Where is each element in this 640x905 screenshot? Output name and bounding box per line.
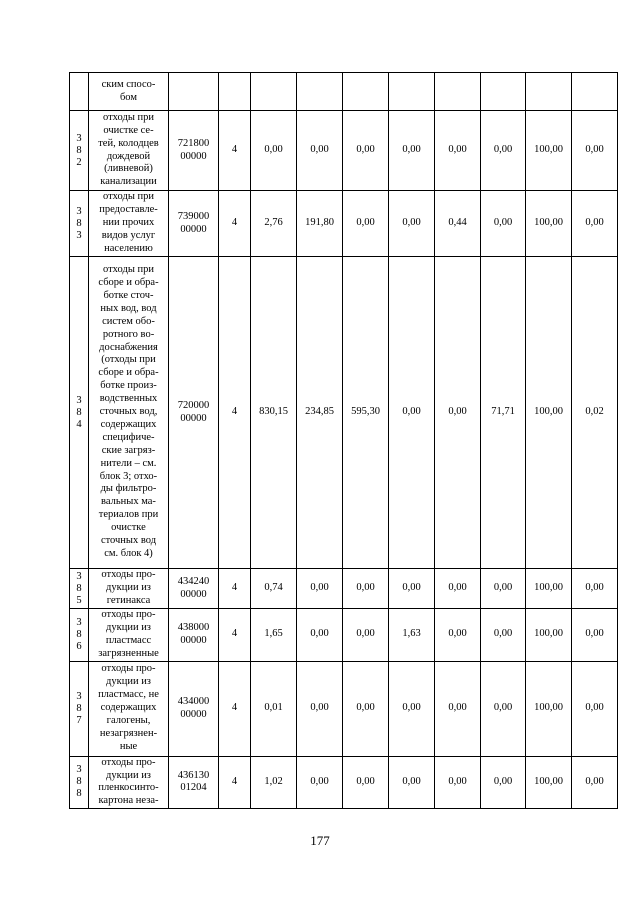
hazard-class-cell: 4 (219, 257, 251, 569)
value-cell (481, 73, 526, 111)
row-number-digit: 3 (76, 764, 82, 776)
value-cell: 0,00 (572, 569, 618, 609)
row-number-digit: 4 (76, 418, 82, 430)
value-cell: 0,00 (435, 756, 481, 809)
waste-code-part: 721800 (177, 137, 210, 149)
value-cell: 0,02 (572, 257, 618, 569)
value-cell: 100,00 (526, 756, 572, 809)
value-cell: 0,00 (572, 191, 618, 257)
value-cell: 100,00 (526, 191, 572, 257)
waste-code-part: 00000 (180, 223, 207, 235)
value-cell (389, 73, 435, 111)
row-number-cell (70, 111, 89, 191)
waste-name-cell (89, 111, 169, 191)
value-cell: 0,00 (435, 569, 481, 609)
value-cell: 100,00 (526, 111, 572, 191)
waste-code-part: 01204 (180, 782, 207, 794)
value-cell: 0,00 (297, 111, 343, 191)
value-cell: 100,00 (526, 569, 572, 609)
row-number-cell (70, 756, 89, 809)
value-cell: 0,00 (343, 661, 389, 756)
waste-name: отходы при очистке се- тей, колодцев дождевой (ливневой) канализации (98, 111, 159, 188)
waste-name-cell (89, 569, 169, 609)
value-cell: 0,00 (343, 191, 389, 257)
hazard-class-cell: 4 (219, 191, 251, 257)
row-number-cell (70, 191, 89, 257)
waste-name: отходы про- дукции из пленкосинто- картона неза- (98, 756, 159, 807)
waste-code-cell (169, 111, 219, 191)
waste-name-cell (89, 191, 169, 257)
waste-code-part: 739000 (177, 210, 210, 222)
waste-code-part: 00000 (180, 150, 207, 162)
value-cell: 0,00 (572, 609, 618, 662)
value-cell: 0,00 (435, 111, 481, 191)
hazard-class-cell: 4 (219, 609, 251, 662)
row-number-digit: 8 (76, 788, 82, 800)
waste-code-cell (169, 609, 219, 662)
waste-code-cell (169, 191, 219, 257)
waste-code-part: 434240 (177, 575, 210, 587)
row-number-digit: 3 (76, 229, 82, 241)
value-cell: 0,00 (481, 609, 526, 662)
value-cell: 0,00 (389, 756, 435, 809)
waste-code-part: 00000 (180, 588, 207, 600)
row-number-digit: 3 (76, 394, 82, 406)
value-cell: 0,00 (389, 569, 435, 609)
waste-name-cell (89, 661, 169, 756)
row-number-digit: 3 (76, 690, 82, 702)
row-number-cell (70, 569, 89, 609)
waste-code-cell (169, 756, 219, 809)
value-cell: 0,00 (435, 257, 481, 569)
value-cell: 100,00 (526, 609, 572, 662)
value-cell: 0,00 (389, 257, 435, 569)
row-number-cell (70, 73, 89, 111)
waste-name-cell (89, 73, 169, 111)
value-cell: 0,00 (572, 661, 618, 756)
waste-name: отходы про- дукции из пластмасс, не содержащих галогены, незагрязнен- ные (98, 663, 159, 752)
row-number-cell (70, 257, 89, 569)
value-cell: 234,85 (297, 257, 343, 569)
value-cell: 830,15 (251, 257, 297, 569)
waste-name-cell (89, 257, 169, 569)
value-cell: 0,01 (251, 661, 297, 756)
value-cell: 0,00 (297, 569, 343, 609)
value-cell: 2,76 (251, 191, 297, 257)
value-cell: 0,00 (343, 111, 389, 191)
row-number-digit: 8 (76, 776, 82, 788)
value-cell: 0,00 (481, 191, 526, 257)
waste-name: отходы про- дукции из пластмасс загрязненные (98, 609, 159, 659)
hazard-class-cell: 4 (219, 661, 251, 756)
table-row (70, 661, 618, 756)
value-cell (526, 73, 572, 111)
value-cell: 0,00 (297, 609, 343, 662)
row-number-digit: 8 (76, 406, 82, 418)
row-number-digit: 3 (76, 132, 82, 144)
waste-name-cell (89, 756, 169, 809)
table-row (70, 609, 618, 662)
row-number-digit: 6 (76, 640, 82, 652)
value-cell (435, 73, 481, 111)
value-cell: 191,80 (297, 191, 343, 257)
value-cell: 0,00 (481, 111, 526, 191)
table-row (70, 111, 618, 191)
row-number-digit: 7 (76, 714, 82, 726)
hazard-class-cell: 4 (219, 111, 251, 191)
value-cell: 0,00 (572, 756, 618, 809)
row-number-cell (70, 661, 89, 756)
waste-code-part: 434000 (177, 695, 210, 707)
waste-code-cell (169, 73, 219, 111)
value-cell: 1,02 (251, 756, 297, 809)
row-number-digit: 8 (76, 628, 82, 640)
table-row (70, 191, 618, 257)
waste-name: ским спосо- бом (101, 78, 156, 103)
waste-code-cell (169, 257, 219, 569)
value-cell (251, 73, 297, 111)
value-cell: 0,00 (343, 609, 389, 662)
row-number-digit: 3 (76, 570, 82, 582)
value-cell: 0,00 (481, 569, 526, 609)
value-cell: 0,00 (389, 191, 435, 257)
value-cell: 0,00 (297, 756, 343, 809)
value-cell: 0,00 (481, 661, 526, 756)
row-number-digit: 5 (76, 594, 82, 606)
waste-code-part: 720000 (177, 399, 210, 411)
value-cell: 0,44 (435, 191, 481, 257)
waste-code-part: 436130 (177, 769, 210, 781)
page-number: 177 (310, 833, 330, 848)
row-number-digit: 8 (76, 702, 82, 714)
value-cell: 71,71 (481, 257, 526, 569)
hazard-class-cell (219, 73, 251, 111)
value-cell: 1,63 (389, 609, 435, 662)
waste-code-part: 438000 (177, 621, 210, 633)
waste-code-part: 00000 (180, 412, 207, 424)
waste-name: отходы про- дукции из гетинакса (101, 569, 156, 606)
waste-code-cell (169, 661, 219, 756)
value-cell: 0,00 (572, 111, 618, 191)
waste-table (69, 72, 618, 809)
hazard-class-cell: 4 (219, 569, 251, 609)
value-cell: 100,00 (526, 661, 572, 756)
row-number-digit: 8 (76, 217, 82, 229)
table-row (70, 569, 618, 609)
value-cell: 0,00 (389, 661, 435, 756)
value-cell: 0,00 (435, 609, 481, 662)
value-cell: 100,00 (526, 257, 572, 569)
value-cell: 0,00 (435, 661, 481, 756)
waste-code-part: 00000 (180, 708, 207, 720)
value-cell: 0,00 (251, 111, 297, 191)
value-cell (343, 73, 389, 111)
row-number-digit: 8 (76, 582, 82, 594)
value-cell: 0,00 (389, 111, 435, 191)
waste-code-cell (169, 569, 219, 609)
waste-name: отходы при предоставле- нии прочих видов услуг населению (99, 191, 158, 254)
value-cell: 595,30 (343, 257, 389, 569)
value-cell: 0,00 (481, 756, 526, 809)
value-cell (572, 73, 618, 111)
value-cell (297, 73, 343, 111)
value-cell: 1,65 (251, 609, 297, 662)
row-number-digit: 3 (76, 205, 82, 217)
row-number-digit: 3 (76, 616, 82, 628)
row-number-digit: 8 (76, 144, 82, 156)
row-number-digit: 2 (76, 156, 82, 168)
waste-name: отходы при сборе и обра- ботке сточ- ных вод, вод систем обо- ротного во- доснабжения (отходы при сборе и обра- ботке произ- водственных сточных вод, содержащих специфиче- ские загряз- нители – см. блок 3; отхо- ды фильтро- вальных ма- териалов при очистке сточных вод см. блок 4) (98, 264, 159, 560)
table-row (70, 257, 618, 569)
waste-code-part: 00000 (180, 634, 207, 646)
hazard-class-cell: 4 (219, 756, 251, 809)
value-cell: 0,00 (343, 756, 389, 809)
table-row (70, 73, 618, 111)
table-row (70, 756, 618, 809)
value-cell: 0,00 (343, 569, 389, 609)
value-cell: 0,74 (251, 569, 297, 609)
waste-name-cell (89, 609, 169, 662)
row-number-cell (70, 609, 89, 662)
value-cell: 0,00 (297, 661, 343, 756)
